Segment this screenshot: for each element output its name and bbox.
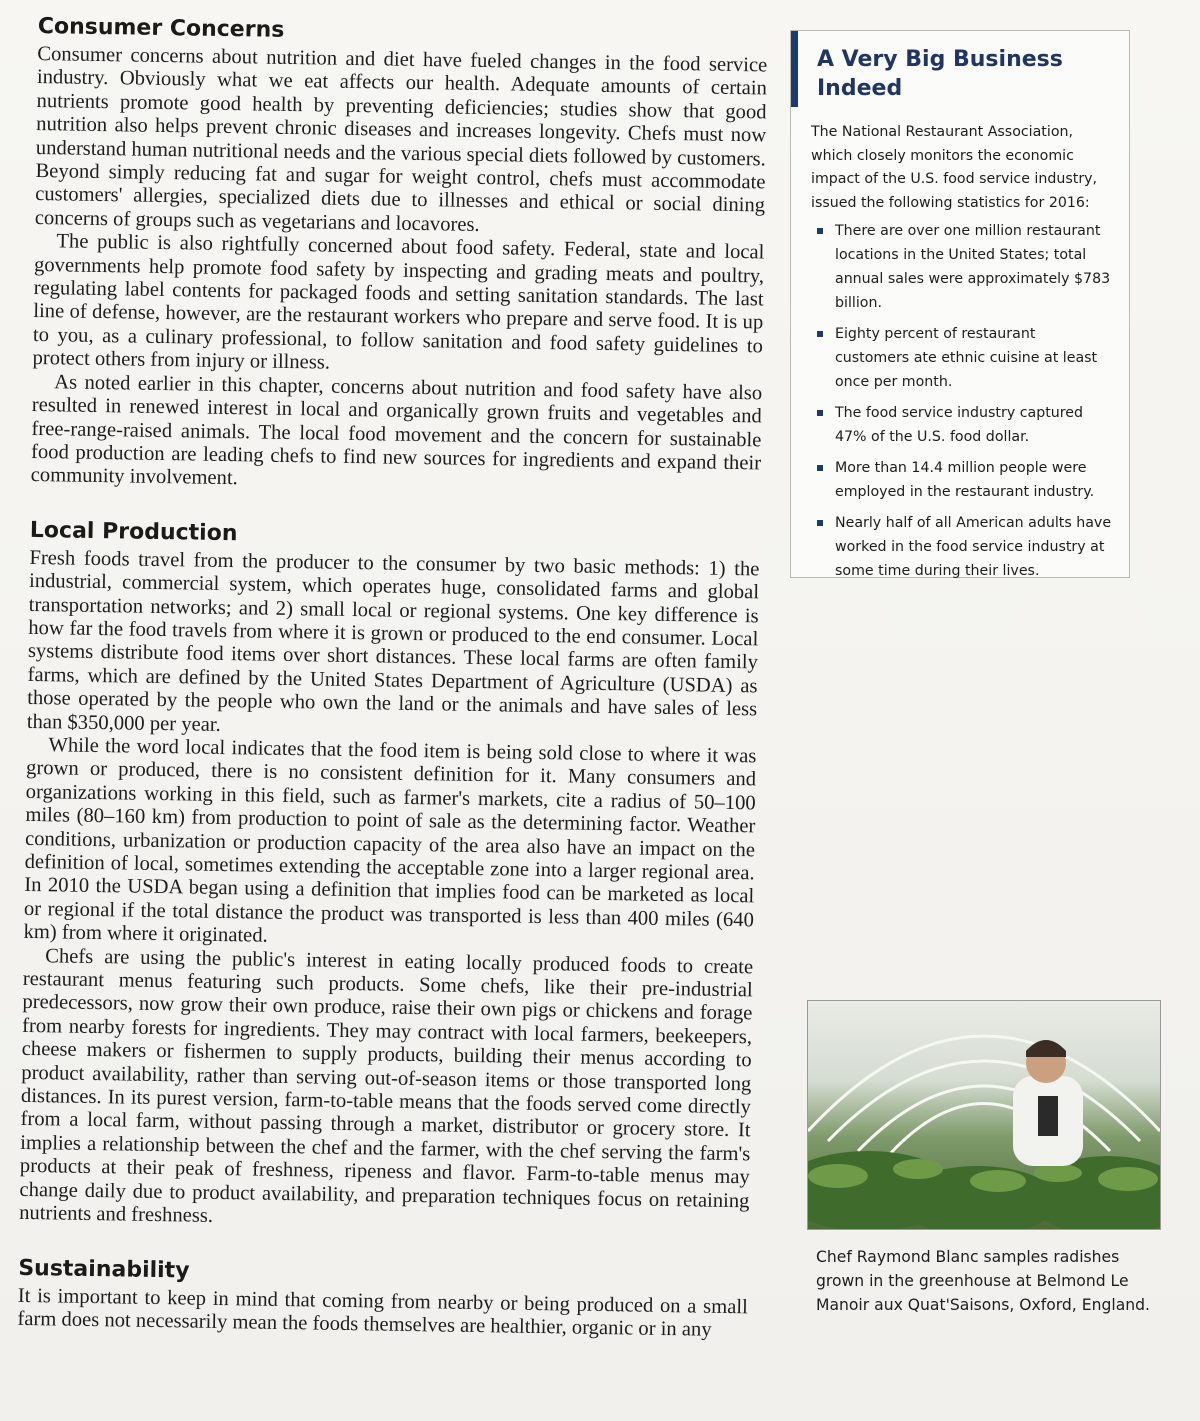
- square-bullet-icon: [817, 410, 823, 416]
- list-item: More than 14.4 million people were employed in the restaurant industry.: [813, 456, 1113, 504]
- square-bullet-icon: [817, 465, 823, 471]
- paragraph: Consumer concerns about nutrition and diet have fueled changes in the food service industry. Obviously what we eat affects our health. Adequate amounts of certain nutrients promote good health by preventing deficiencies; studies show that good nutrition also helps prevent chronic diseases and increases longevity. Chefs must now understand human nutritional needs and the various special diets followed by customers. Beyond simply reducing fat and sugar for weight control, chefs must accommodate customers' allergies, specialized diets due to illnesses and ethical or social dining concerns of groups such as vegetarians and locavores.: [34, 42, 768, 236]
- paragraph: The public is also rightfully concerned about food safety. Federal, state and local governments help promote food safety by inspecting and grading meats and poultry, regulating label contents for packaged foods and setting sanitation standards. The last line of defense, however, are the restaurant workers who prepare and serve food. It is up to you, as a culinary professional, to follow sanitation and food safety guidelines to protect others from injury or illness.: [32, 230, 765, 374]
- greenhouse-photo: [807, 1000, 1161, 1230]
- main-column: [17, 14, 768, 1343]
- list-item: There are over one million restaurant locations in the United States; total annual sales were approximately $783 billion.: [813, 219, 1113, 315]
- figure-caption: Chef Raymond Blanc samples radishes grown in the greenhouse at Belmond Le Manoir aux Quat'Saisons, Oxford, England.: [816, 1248, 1150, 1314]
- list-item: The food service industry captured 47% of the U.S. food dollar.: [813, 401, 1113, 449]
- square-bullet-icon: [817, 228, 823, 234]
- section-heading-consumer-concerns: Consumer Concerns: [37, 14, 285, 43]
- paragraph: It is important to keep in mind that coming from nearby or being produced on a small farm does not necessarily mean the foods themselves are healthier, organic or in any: [17, 1284, 748, 1341]
- section-heading-local-production: Local Production: [29, 517, 238, 546]
- paragraph: While the word local indicates that the food item is being sold close to where it was grown or produced, there is no consistent definition for it. Many consumers and organizations working in this field, such as farmer's markets, cite a radius of 50–100 miles (80–160 km) from production to point of sale as the determining factor. Weather conditions, urbanization or production capacity of the area also have an impact on the definition of local, sometimes extending the acceptable zone into a larger regional area. In 2010 the USDA began using a definition that implies food can be marketed as local or regional if the total distance the product was transported is less than 400 miles (640 km) from where it originated.: [23, 734, 757, 947]
- list-item: Eighty percent of restaurant customers ate ethnic cuisine at least once per month.: [813, 322, 1113, 394]
- sidebar-title: A Very Big Business Indeed: [817, 47, 1063, 101]
- square-bullet-icon: [817, 331, 823, 337]
- paragraph: Chefs are using the public's interest in eating locally produced foods to create restaurant menus featuring such products. Some chefs, like their pre-industrial predecessors, now grow their own produce, raise their own pigs or chickens and forage from nearby forests for ingredients. They may contract with local farmers, beekeepers, cheese makers or fishermen to supply products, building their menus according to product availability, rather than serving out-of-season items or those transported long distances. In its purest version, farm-to-table means that the foods served come directly from a local farm, without passing through a market, distributor or grocery store. It implies a relationship between the chef and the farmer, with the chef serving the farm's products at their peak of freshness, ripeness and flavor. Farm-to-table menus may change daily due to product availability, and preparation techniques focus on retaining nutrients and freshness.: [18, 944, 754, 1227]
- sidebar-box: [790, 30, 1130, 578]
- square-bullet-icon: [817, 520, 823, 526]
- sidebar-stats-list: [813, 219, 1113, 590]
- paragraph: As noted earlier in this chapter, concerns about nutrition and food safety have also resulted in renewed interest in local and organically grown fruits and vegetables and free-range-raised animals. The local food movement and the concern for sustainable food production are leading chefs to find new sources for ingredients and expand their community involvement.: [30, 370, 763, 490]
- sidebar-intro: The National Restaurant Association, which closely monitors the economic impact of the U.S. food service industry, issued the following statistics for 2016:: [811, 124, 1098, 211]
- sidebar-accent-bar: [791, 31, 798, 107]
- section-heading-sustainability: Sustainability: [18, 1255, 190, 1284]
- list-item: Nearly half of all American adults have worked in the food service industry at some time during their lives.: [813, 511, 1113, 583]
- paragraph: Fresh foods travel from the producer to the consumer by two basic methods: 1) the industrial, commercial system, which operates huge, consolidated farms and global transportation networks; and 2) small local or regional systems. One key difference is how far the food travels from where it is grown or produced to the end consumer. Local systems distribute food items over short distances. These local farms are often family farms, which are defined by the United States Department of Agriculture (USDA) as those operated by the people who own the land or the animals and have sales of less than $350,000 per year.: [26, 546, 760, 736]
